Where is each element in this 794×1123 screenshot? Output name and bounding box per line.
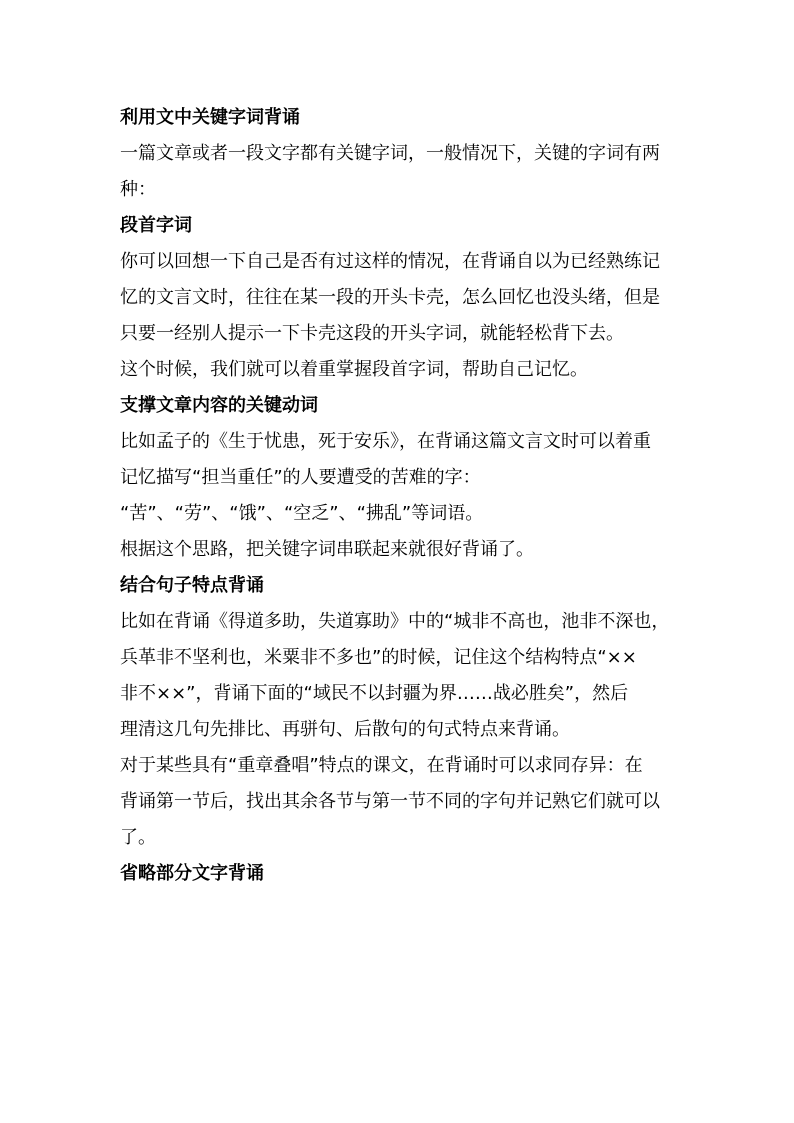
- paragraph-line: 种：: [120, 179, 156, 200]
- section-heading-keywords: 利用文中关键字词背诵: [120, 107, 300, 128]
- paragraph-line: “苦”、“劳”、“饿”、“空乏”、“拂乱”等词语。: [120, 503, 484, 524]
- paragraph-line: 非不××”，背诵下面的“域民不以封疆为界……战必胜矣”，然后: [120, 683, 629, 704]
- section-heading-key-verbs: 支撑文章内容的关键动词: [120, 395, 318, 416]
- paragraph-line: 了。: [120, 827, 156, 848]
- section-heading-first-words: 段首字词: [120, 215, 192, 236]
- paragraph-line: 只要一经别人提示一下卡壳这段的开头字词，就能轻松背下去。: [120, 323, 624, 344]
- paragraph-line: 比如在背诵《得道多助，失道寡助》中的“城非不高也，池非不深也，: [120, 611, 670, 632]
- section-heading-sentence-features: 结合句子特点背诵: [120, 575, 264, 596]
- document-body: [120, 100, 680, 892]
- paragraph-line: 比如孟子的《生于忧患，死于安乐》，在背诵这篇文言文时可以着重: [120, 431, 651, 452]
- paragraph-line: 背诵第一节后，找出其余各节与第一节不同的字句并记熟它们就可以: [120, 791, 660, 812]
- paragraph-line: 记忆描写“担当重任”的人要遭受的苦难的字：: [120, 467, 481, 488]
- paragraph-line: 你可以回想一下自己是否有过这样的情况，在背诵自以为已经熟练记: [120, 251, 660, 272]
- section-heading-omit-text: 省略部分文字背诵: [120, 863, 264, 884]
- paragraph-line: 忆的文言文时，往往在某一段的开头卡壳，怎么回忆也没头绪，但是: [120, 287, 660, 308]
- paragraph-line: 理清这几句先排比、再骈句、后散句的句式特点来背诵。: [120, 719, 570, 740]
- paragraph-line: 根据这个思路，把关键字词串联起来就很好背诵了。: [120, 539, 534, 560]
- paragraph-line: 兵革非不坚利也，米粟非不多也”的时候，记住这个结构特点“××: [120, 647, 637, 668]
- paragraph-line: 一篇文章或者一段文字都有关键字词，一般情况下，关键的字词有两: [120, 143, 660, 164]
- paragraph-line: 对于某些具有“重章叠唱”特点的课文，在背诵时可以求同存异：在: [120, 755, 643, 776]
- paragraph-line: 这个时候，我们就可以着重掌握段首字词，帮助自己记忆。: [120, 359, 588, 380]
